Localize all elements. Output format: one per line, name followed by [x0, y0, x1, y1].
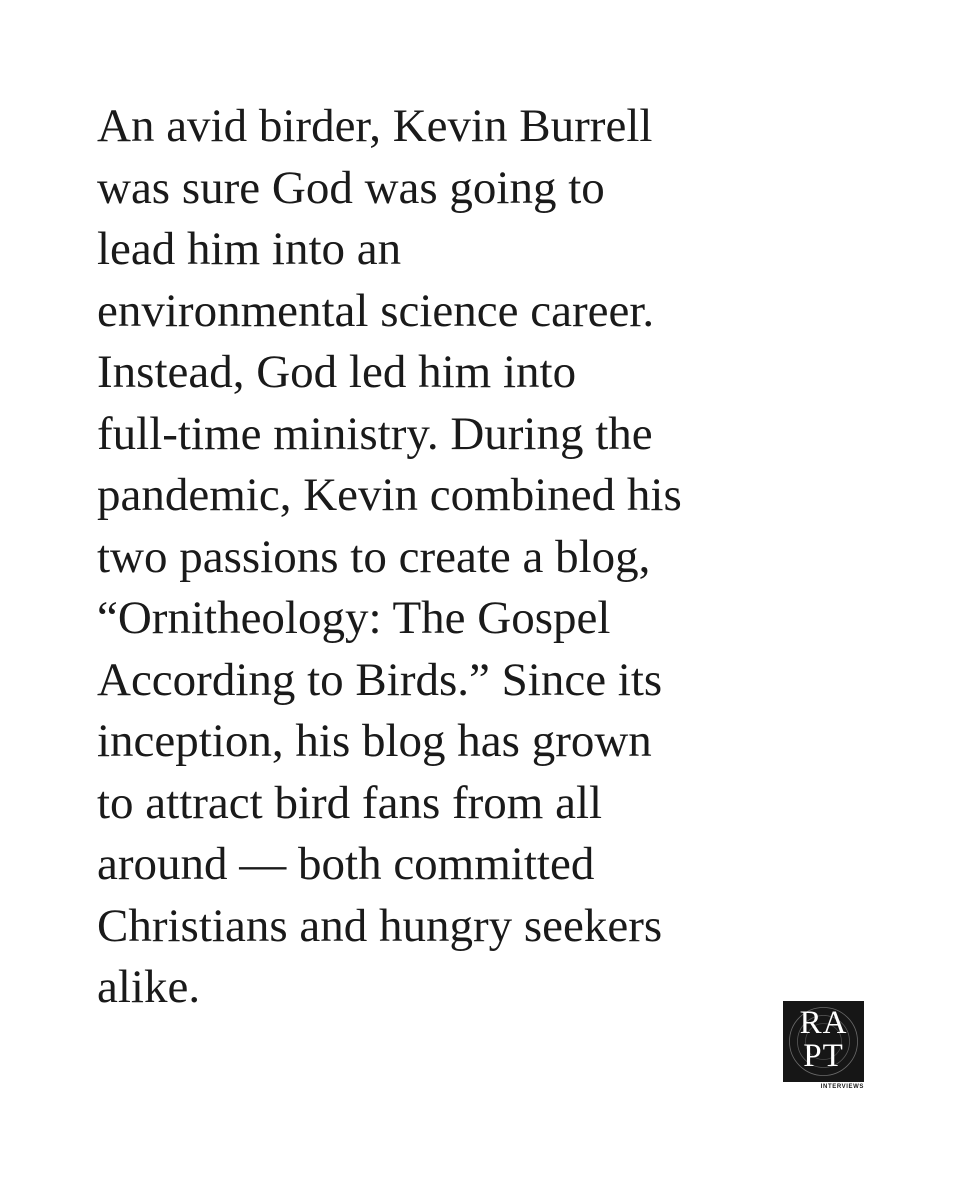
logo-caption: INTERVIEWS — [820, 1084, 864, 1090]
logo-letters — [783, 1007, 864, 1073]
post-line-10: According to Birds.” Since its — [97, 653, 663, 706]
logo-box — [783, 1001, 864, 1082]
logo-letters-row-1: RA — [799, 1005, 848, 1041]
post-line-3: lead him into an — [97, 223, 402, 275]
rapt-interviews-logo — [783, 1001, 864, 1093]
post-line-7: pandemic, Kevin combined his — [97, 469, 682, 521]
post-line-15: alike. — [97, 961, 201, 1013]
post-line-12: to attract bird fans from all — [97, 776, 603, 829]
logo-letters-row-2: PT — [803, 1038, 844, 1074]
post-line-8: two passions to create a blog, — [97, 530, 651, 583]
post-line-2: was sure God was going to — [97, 161, 605, 214]
post-line-4: environmental science career. — [97, 284, 655, 337]
post-line-13: around — both committed — [97, 838, 595, 890]
post-line-6: full-time ministry. During the — [97, 407, 653, 460]
post-line-1: An avid birder, Kevin Burrell — [97, 100, 653, 152]
post-line-11: inception, his blog has grown — [97, 715, 652, 767]
post-body-text — [97, 96, 877, 1019]
post-line-5: Instead, God led him into — [97, 346, 577, 398]
post-line-9: “Ornitheology: The Gospel — [97, 592, 611, 644]
post-line-14: Christians and hungry seekers — [97, 899, 663, 952]
